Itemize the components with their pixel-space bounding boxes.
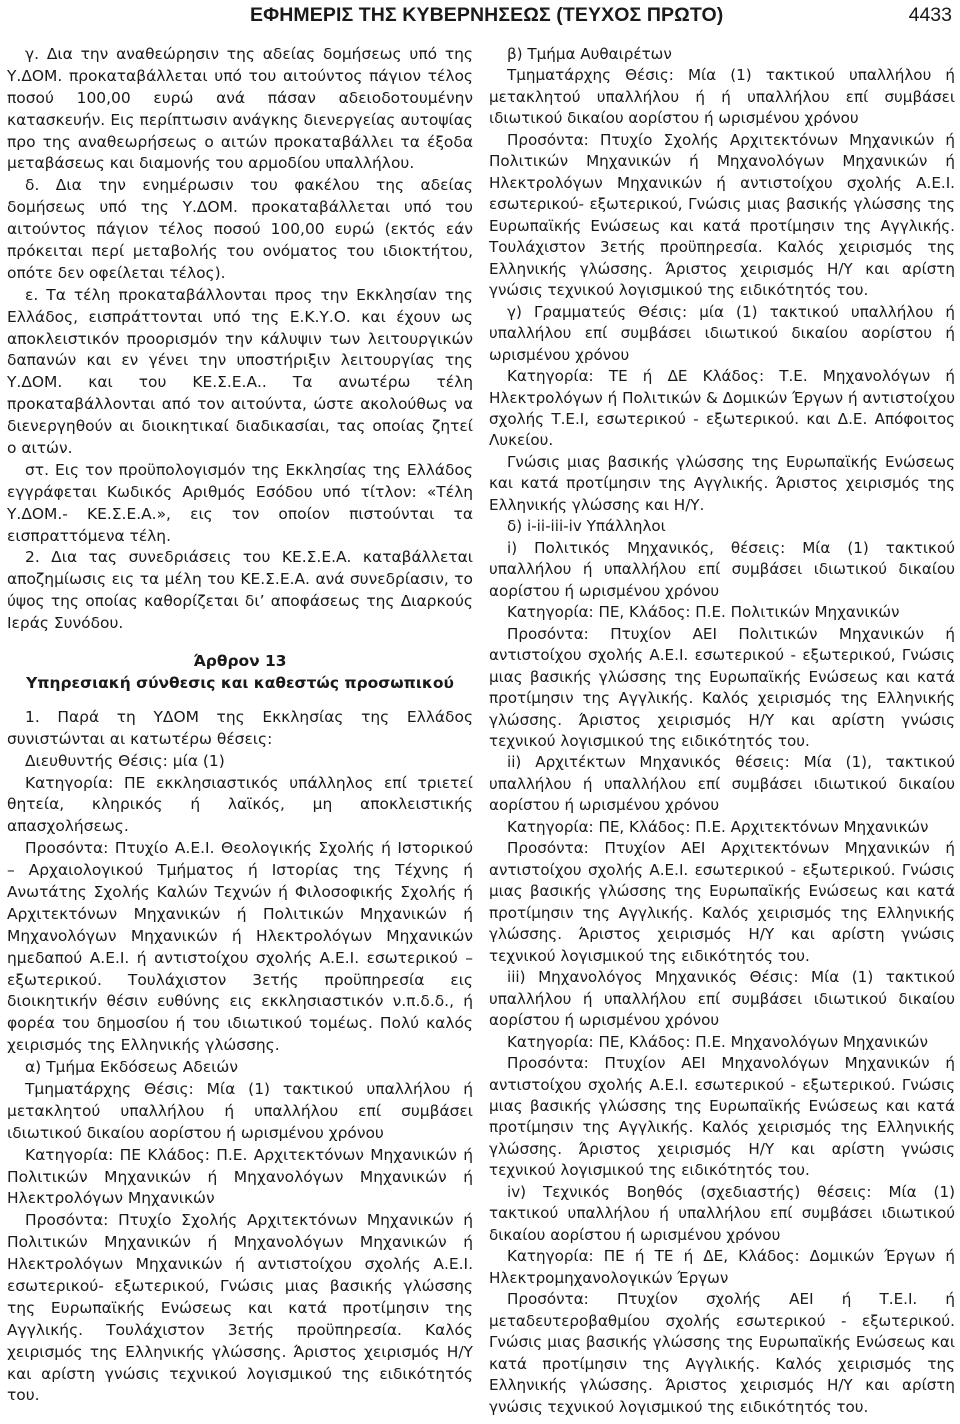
paragraph: στ. Εις τον προϋπολογισμόν της Εκκλησίας της Ελλάδος εγγράφεται Κωδικός Αριθμός Εσόδου υπό τίτλον: «Τέλη Υ.ΔΟΜ.- ΚΕ.Σ.Ε.Α.», εις τον οποίον πιστούνται τα εισπραττόμενα τέλη.	[7, 460, 473, 545]
left-column	[7, 44, 473, 1407]
article-title: Άρθρον 13	[193, 652, 287, 671]
paragraph: Προσόντα: Πτυχίον σχολής ΑΕΙ ή Τ.Ε.Ι. ή μεταδευτεροβαθμίου σχολής εσωτερικού - εξωτερικού. Γνώσις μιας βασικής γλώσσης της Ευρωπαϊκής Ενώσεως και κατά προτίμησιν της Αγγλικής. Καλός χειρισμός της Ελληνικής γλώσσης. Άριστος χειρισμός Η/Υ και αρίστη γνώσις τεχνικού λογισμικού της ειδικότητός του.	[489, 1290, 955, 1416]
paragraph: Προσόντα: Πτυχίο Α.Ε.Ι. Θεολογικής Σχολής ή Ιστορικού – Αρχαιολογικού Τμήματος ή Ιστορίας της Τέχνης ή Ανωτάτης Σχολής Καλών Τεχνών ή Φιλοσοφικής Σχολής ή Αρχιτεκτόνων Μηχανικών ή Πολιτικών Μηχανικών ή Μηχανολόγων Μηχανικών ή Ηλεκτρολόγων Μηχανικών ημεδαπού Α.Ε.Ι. ή αντιστοίχου σχολής Α.Ε.Ι. εσωτερικού – εξωτερικού. Τουλάχιστον 3ετής προϋπηρεσία εις διοικητικήν θέσιν ευθύνης εις εκκλησιαστικόν ν.π.δ.δ., ή φορέα του δημοσίου ή του ιδιωτικού τομέως. Πολύ καλός χειρισμός της Ελληνικής γλώσσης.	[7, 839, 473, 1055]
paragraph: α) Τμήμα Εκδόσεως Αδειών	[25, 1058, 238, 1077]
paragraph: Κατηγορία: ΠΕ ή ΤΕ ή ΔΕ, Κλάδος: Δομικών Έργων ή Ηλεκτρομηχανολογικών Έργων	[489, 1247, 955, 1287]
page-header	[0, 2, 960, 32]
paragraph: Κατηγορία: ΤΕ ή ΔΕ Κλάδος: Τ.Ε. Μηχανολόγων ή Ηλεκτρολόγων ή Πολιτικών & Δομικών Έργων ή αντιστοίχου σχολής Τ.Ε.Ι, εσωτερικού - εξωτερικού. και Δ.Ε. Απόφοιτος Λυκείου.	[489, 367, 955, 450]
paragraph: Κατηγορία: ΠΕ εκκλησιαστικός υπάλληλος επί τριετεί θητεία, κληρικός ή λαϊκός, μη αποκλειστικής απασχολήσεως.	[7, 773, 473, 836]
paragraph: iii) Μηχανολόγος Μηχανικός Θέσις: Μία (1) τακτικού υπαλλήλου ή υπαλλήλου επί συμβάσει ιδιωτικού δικαίου αορίστου ή ωρισμένου χρόνου	[489, 968, 955, 1030]
paragraph: Διευθυντής Θέσις: μία (1)	[25, 751, 225, 770]
paragraph: γ. Δια την αναθεώρησιν της αδείας δομήσεως υπό της Υ.ΔΟΜ. προκαταβάλλεται υπό του αιτούντος πάγιον τέλος ποσού 100,00 ευρώ ανά πάσαν αδειοδοτουμένην κατασκευήν. Εις περίπτωσιν ανάγκης διενεργείας αυτοψίας προ της αναθεωρήσεως ο αιτών προκαταβάλλει τα έξοδα μεταβάσεως και διαμονής του αρμοδίου υπαλλήλου.	[7, 45, 473, 173]
paragraph: Κατηγορία: ΠΕ, Κλάδος: Π.Ε. Πολιτικών Μηχανικών	[507, 603, 900, 622]
paragraph: δ) i-ii-iii-iv Υπάλληλοι	[507, 517, 666, 536]
paragraph: Προσόντα: Πτυχίο Σχολής Αρχιτεκτόνων Μηχανικών ή Πολιτικών Μηχανικών ή Μηχανολόγων Μηχανικών ή Ηλεκτρολόγων Μηχανικών ή αντιστοίχου σχολής Α.Ε.Ι. εσωτερικού- εξωτερικού, Γνώσις μιας βασικής γλώσσης της Ευρωπαϊκής Ενώσεως και κατά προτίμησιν της Αγγλικής. Τουλάχιστον 3ετής προϋπηρεσία. Καλός χειρισμός της Ελληνικής γλώσσης. Άριστος χειρισμός Η/Υ και αρίστη γνώσις τεχνικού λογισμικού της ειδικότητός του.	[489, 130, 955, 300]
paragraph: ii) Αρχιτέκτων Μηχανικός θέσεις: Μία (1), τακτικού υπαλλήλου ή υπαλλήλου επί συμβάσει ιδιωτικού δικαίου αορίστου ή ωρισμένου χρόνου	[489, 753, 955, 815]
page-number: 4433	[908, 4, 952, 26]
paragraph: β) Τμήμα Αυθαιρέτων	[507, 45, 672, 63]
paragraph: Προσόντα: Πτυχίον ΑΕΙ Πολιτικών Μηχανικών ή αντιστοίχου σχολής Α.Ε.Ι. εσωτερικού - εξωτερικού, Γνώσις μιας βασικής γλώσσης της Ευρωπαϊκής Ενώσεως και κατά προτίμησιν της Αγγλικής. Καλός χειρισμός της Ελληνικής γλώσσης. Άριστος χειρισμός Η/Υ και αρίστη γνώσις τεχνικού λογισμικού της ειδικότητός του.	[489, 624, 955, 750]
paragraph: Τμηματάρχης Θέσις: Μία (1) τακτικού υπαλλήλου ή μετακλητού υπαλλήλου ή ή υπαλλήλου επί συμβάσει ιδιωτικού δικαίου αορίστου ή ωρισμένου χρόνου	[489, 66, 955, 128]
paragraph: Προσόντα: Πτυχίον ΑΕΙ Μηχανολόγων Μηχανικών ή αντιστοίχου σχολής Α.Ε.Ι. εσωτερικού - εξωτερικού. Γνώσις μιας βασικής γλώσσης της Ευρωπαϊκής Ενώσεως και κατά προτίμησιν της Αγγλικής. Καλός χειρισμός της Ελληνικής γλώσσης. Άριστος χειρισμός Η/Υ και αρίστη γνώσις τεχνικού λογισμικού της ειδικότητός του.	[489, 1054, 955, 1180]
paragraph: Τμηματάρχης Θέσις: Μία (1) τακτικού υπαλλήλου ή μετακλητού υπαλλήλου ή υπαλλήλου επί συμβάσει ιδιωτικού δικαίου αορίστου ή ωρισμένου χρόνου	[7, 1079, 473, 1142]
paragraph: i) Πολιτικός Μηχανικός, θέσεις: Μία (1) τακτικού υπαλλήλου ή υπαλλήλου επί συμβάσει ιδιωτικού δικαίου αορίστου ή ωρισμένου χρόνου	[489, 538, 955, 600]
paragraph: 2. Δια τας συνεδριάσεις του ΚΕ.Σ.Ε.Α. καταβάλλεται αποζημίωσις εις τα μέλη του ΚΕ.Σ.Ε.Α. ανά συνεδρίασιν, το ύψος της οποίας καθορίζεται διʼ αποφάσεως της Διαρκούς Ιεράς Συνόδου.	[7, 548, 473, 633]
paragraph: δ. Δια την ενημέρωσιν του φακέλου της αδείας δομήσεως υπό της Υ.ΔΟΜ. προκαταβάλλεται υπό του αιτούντος πάγιον τέλος ποσού 100,00 ευρώ (εκτός εάν πρόκειται περί μεταβολής του ονόματος του ιδιοκτήτου, οπότε δεν οφείλεται τέλος).	[7, 176, 473, 282]
paragraph: Κατηγορία: ΠΕ, Κλάδος: Π.Ε. Μηχανολόγων Μηχανικών	[507, 1032, 928, 1051]
paragraph: 1. Παρά τη ΥΔΟΜ της Εκκλησίας της Ελλάδος συνιστώνται αι κατωτέρω θέσεις:	[7, 707, 473, 748]
paragraph: Προσόντα: Πτυχίο Σχολής Αρχιτεκτόνων Μηχανικών ή Πολιτικών Μηχανικών ή Μηχανολόγων Μηχανικών ή Ηλεκτρολόγων Μηχανικών ή αντιστοίχου σχολής Α.Ε.Ι. εσωτερικού- εξωτερικού, Γνώσις μιας βασικής γλώσσης της Ευρωπαϊκής Ενώσεως και κατά προτίμησιν της Αγγλικής. Τουλάχιστον 3ετής προϋπηρεσία. Καλός χειρισμός της Ελληνικής γλώσσης. Άριστος χειρισμός Η/Υ και αρίστη γνώσις τεχνικού λογισμικού της ειδικότητός του.	[7, 1211, 473, 1405]
paragraph: Προσόντα: Πτυχίον ΑΕΙ Αρχιτεκτόνων Μηχανικών ή αντιστοίχου σχολής Α.Ε.Ι. εσωτερικού - εξωτερικού. Γνώσις μιας βασικής γλώσσης της Ευρωπαϊκής Ενώσεως και κατά προτίμησιν της Αγγλικής. Καλός χειρισμός της Ελληνικής γλώσσης. Άριστος χειρισμός Η/Υ και αρίστη γνώσις τεχνικού λογισμικού της ειδικότητός του.	[489, 839, 955, 965]
right-column	[489, 44, 955, 1418]
paragraph: Γνώσις μιας βασικής γλώσσης της Ευρωπαϊκής Ενώσεως και κατά προτίμησιν της Αγγλικής. Άριστος χειρισμός της Ελληνικής γλώσσης και Η/Υ.	[489, 452, 955, 514]
paragraph: γ) Γραμματεύς Θέσις: μία (1) τακτικού υπαλλήλου ή υπαλλήλου επί συμβάσει ιδιωτικού δικαίου αορίστου ή ωρισμένου χρόνου	[489, 302, 955, 364]
paragraph: Κατηγορία: ΠΕ, Κλάδος: Π.Ε. Αρχιτεκτόνων Μηχανικών	[507, 817, 929, 836]
gazette-title: ΕΦΗΜΕΡΙΣ ΤΗΣ ΚΥΒΕΡΝΗΣΕΩΣ (ΤΕΥΧΟΣ ΠΡΩΤΟ)	[250, 4, 724, 26]
paragraph: iv) Τεχνικός Βοηθός (σχεδιαστής) θέσεις: Μία (1) τακτικού υπαλλήλου ή υπαλλήλου επί συμβάσει ιδιωτικού δικαίου αορίστου ή ωρισμένου χρόνου	[489, 1182, 955, 1244]
paragraph: ε. Τα τέλη προκαταβάλλονται προς την Εκκλησίαν της Ελλάδος, εισπράττονται υπό της Ε.Κ.Υ.Ο. και έχουν ως αποκλειστικόν προορισμόν την κάλυψιν των λειτουργικών δαπανών και εν γένει την υποστήριξιν λειτουργίας της Υ.ΔΟΜ. και του ΚΕ.Σ.Ε.Α.. Τα ανωτέρω τέλη προκαταβάλλονται από τον αιτούντα, ώστε ακολούθως να διενεργηθούν αι διοικητικαί διαδικασίαι, τας οποίας ζητεί ο αιτών.	[7, 285, 473, 458]
paragraph: Κατηγορία: ΠΕ Κλάδος: Π.Ε. Αρχιτεκτόνων Μηχανικών ή Πολιτικών Μηχανικών ή Μηχανολόγων Μηχανικών ή Ηλεκτρολόγων Μηχανικών	[7, 1145, 473, 1208]
article-subtitle: Υπηρεσιακή σύνθεσις και καθεστώς προσωπικού	[26, 673, 454, 692]
